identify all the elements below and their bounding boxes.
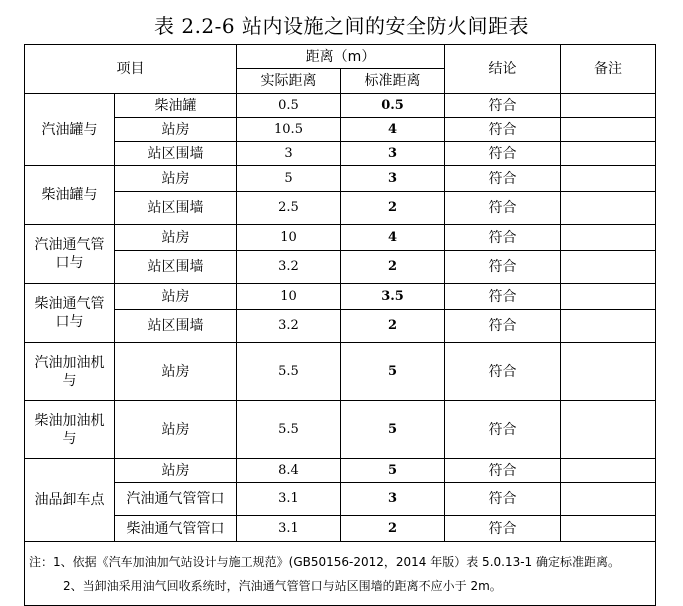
conclusion-cell: 符合 <box>445 284 561 310</box>
actual-distance-cell: 3.2 <box>237 310 341 343</box>
table-row <box>25 459 656 483</box>
table-title: 表 2.2-6 站内设施之间的安全防火间距表 <box>153 14 529 38</box>
target-cell: 站房 <box>115 118 237 142</box>
conclusion-cell: 符合 <box>445 401 561 459</box>
target-cell: 站区围墙 <box>115 310 237 343</box>
conclusion-cell: 符合 <box>445 142 561 166</box>
remarks-cell <box>561 483 656 516</box>
conclusion-cell: 符合 <box>445 118 561 142</box>
remarks-cell <box>561 251 656 284</box>
standard-distance-cell: 3 <box>341 483 445 516</box>
remarks-cell <box>561 401 656 459</box>
target-cell: 柴油通气管管口 <box>115 516 237 542</box>
remarks-cell <box>561 94 656 118</box>
actual-distance-cell: 10 <box>237 225 341 251</box>
table-row <box>25 225 656 251</box>
remarks-cell <box>561 343 656 401</box>
group-name-cell: 油品卸车点 <box>25 459 115 542</box>
standard-distance-cell: 2 <box>341 516 445 542</box>
header-conclusion: 结论 <box>445 45 561 94</box>
target-cell: 站房 <box>115 459 237 483</box>
standard-distance-cell: 5 <box>341 459 445 483</box>
note-line-1: 注：1、依据《汽车加油加气站设计与施工规范》(GB50156-2012，2014 年版）表 5.0.13-1 确定标准距离。 <box>29 554 621 569</box>
conclusion-cell: 符合 <box>445 251 561 284</box>
table-row <box>25 401 656 459</box>
target-cell: 站房 <box>115 401 237 459</box>
table-row <box>25 483 656 516</box>
standard-distance-cell: 4 <box>341 225 445 251</box>
standard-distance-cell: 3.5 <box>341 284 445 310</box>
standard-distance-cell: 3 <box>341 142 445 166</box>
table-row <box>25 94 656 118</box>
remarks-cell <box>561 166 656 192</box>
table-row <box>25 192 656 225</box>
group-name-cell: 柴油通气管口与 <box>25 284 115 343</box>
target-cell: 柴油罐 <box>115 94 237 118</box>
header-distance: 距离（m） <box>237 45 445 69</box>
table-row <box>25 343 656 401</box>
table-row <box>25 142 656 166</box>
actual-distance-cell: 3.1 <box>237 483 341 516</box>
target-cell: 汽油通气管管口 <box>115 483 237 516</box>
actual-distance-cell: 5 <box>237 166 341 192</box>
actual-distance-cell: 3 <box>237 142 341 166</box>
conclusion-cell: 符合 <box>445 310 561 343</box>
conclusion-cell: 符合 <box>445 343 561 401</box>
header-standard: 标准距离 <box>341 69 445 94</box>
remarks-cell <box>561 118 656 142</box>
remarks-cell <box>561 459 656 483</box>
table-row <box>25 284 656 310</box>
remarks-cell <box>561 142 656 166</box>
header-actual: 实际距离 <box>237 69 341 94</box>
target-cell: 站区围墙 <box>115 251 237 284</box>
target-cell: 站房 <box>115 166 237 192</box>
standard-distance-cell: 2 <box>341 310 445 343</box>
target-cell: 站房 <box>115 284 237 310</box>
conclusion-cell: 符合 <box>445 483 561 516</box>
standard-distance-cell: 3 <box>341 166 445 192</box>
remarks-cell <box>561 225 656 251</box>
target-cell: 站区围墙 <box>115 192 237 225</box>
target-cell: 站房 <box>115 225 237 251</box>
table-row <box>25 166 656 192</box>
actual-distance-cell: 8.4 <box>237 459 341 483</box>
standard-distance-cell: 5 <box>341 401 445 459</box>
conclusion-cell: 符合 <box>445 192 561 225</box>
conclusion-cell: 符合 <box>445 94 561 118</box>
target-cell: 站区围墙 <box>115 142 237 166</box>
standard-distance-cell: 5 <box>341 343 445 401</box>
table-row <box>25 310 656 343</box>
actual-distance-cell: 5.5 <box>237 343 341 401</box>
table-row <box>25 251 656 284</box>
table-row <box>25 516 656 542</box>
header-item: 项目 <box>25 45 237 94</box>
header-remarks: 备注 <box>561 45 656 94</box>
note-line-2: 2、当卸油采用油气回收系统时，汽油通气管管口与站区围墙的距离不应小于 2m。 <box>63 578 502 593</box>
conclusion-cell: 符合 <box>445 166 561 192</box>
standard-distance-cell: 4 <box>341 118 445 142</box>
group-name-cell: 汽油通气管口与 <box>25 225 115 284</box>
actual-distance-cell: 0.5 <box>237 94 341 118</box>
standard-distance-cell: 2 <box>341 192 445 225</box>
group-name-cell: 柴油加油机与 <box>25 401 115 459</box>
group-name-cell: 柴油罐与 <box>25 166 115 225</box>
actual-distance-cell: 10 <box>237 284 341 310</box>
actual-distance-cell: 3.2 <box>237 251 341 284</box>
actual-distance-cell: 5.5 <box>237 401 341 459</box>
table-notes <box>25 542 656 606</box>
remarks-cell <box>561 310 656 343</box>
conclusion-cell: 符合 <box>445 516 561 542</box>
actual-distance-cell: 3.1 <box>237 516 341 542</box>
actual-distance-cell: 10.5 <box>237 118 341 142</box>
target-cell: 站房 <box>115 343 237 401</box>
conclusion-cell: 符合 <box>445 225 561 251</box>
remarks-cell <box>561 516 656 542</box>
standard-distance-cell: 2 <box>341 251 445 284</box>
table-row <box>25 118 656 142</box>
remarks-cell <box>561 284 656 310</box>
group-name-cell: 汽油加油机与 <box>25 343 115 401</box>
actual-distance-cell: 2.5 <box>237 192 341 225</box>
remarks-cell <box>561 192 656 225</box>
group-name-cell: 汽油罐与 <box>25 94 115 166</box>
safety-distance-table <box>24 44 656 606</box>
conclusion-cell: 符合 <box>445 459 561 483</box>
standard-distance-cell: 0.5 <box>341 94 445 118</box>
